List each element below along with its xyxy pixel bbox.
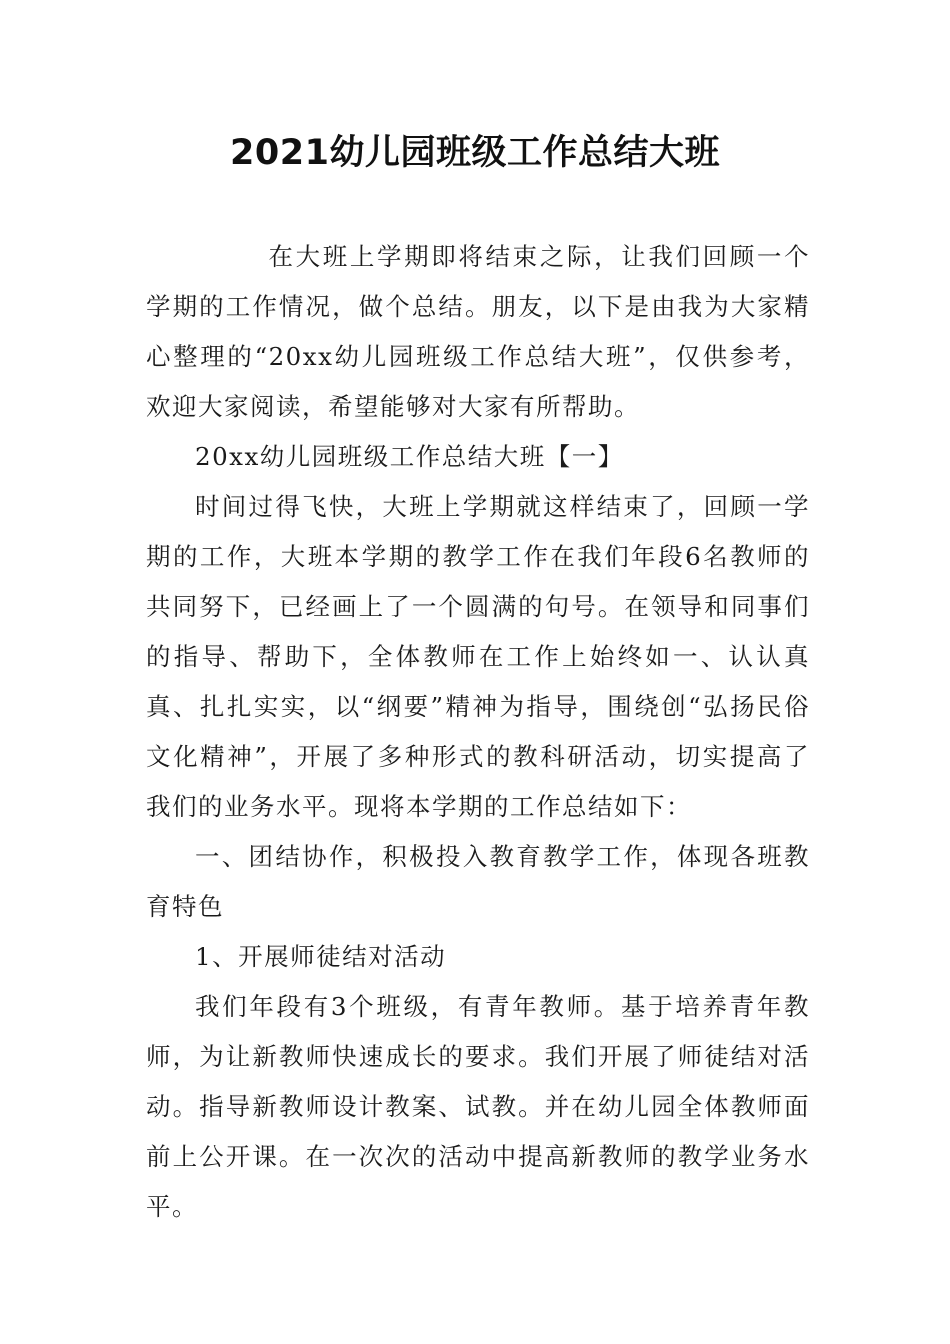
intro-paragraph: 在大班上学期即将结束之际，让我们回顾一个学期的工作情况，做个总结。朋友，以下是由我为大家精心整理的“20xx幼儿园班级工作总结大班”，仅供参考，欢迎大家阅读，希望能够对大家有所帮助。 (146, 242, 810, 421)
document-body (146, 232, 810, 1232)
list-item-heading: 1、开展师徒结对活动 (195, 942, 447, 971)
body-paragraph: 时间过得飞快，大班上学期就这样结束了，回顾一学期的工作，大班本学期的教学工作在我们年段6名教师的共同努下，已经画上了一个圆满的句号。在领导和同事们的指导、帮助下，全体教师在工作上始终如一、认认真真、扎扎实实，以“纲要”精神为指导，围绕创“弘扬民俗文化精神”，开展了多种形式的教科研活动，切实提高了我们的业务水平。现将本学期的工作总结如下： (146, 492, 810, 821)
body-paragraph: 我们年段有3个班级，有青年教师。基于培养青年教师，为让新教师快速成长的要求。我们开展了师徒结对活动。指导新教师设计教案、试教。并在幼儿园全体教师面前上公开课。在一次次的活动中提高新教师的教学业务水平。 (146, 992, 810, 1221)
subsection-heading: 一、团结协作，积极投入教育教学工作，体现各班教育特色 (146, 842, 810, 921)
document-title: 2021幼儿园班级工作总结大班 (230, 133, 720, 173)
section-heading: 20xx幼儿园班级工作总结大班【一】 (195, 442, 624, 471)
